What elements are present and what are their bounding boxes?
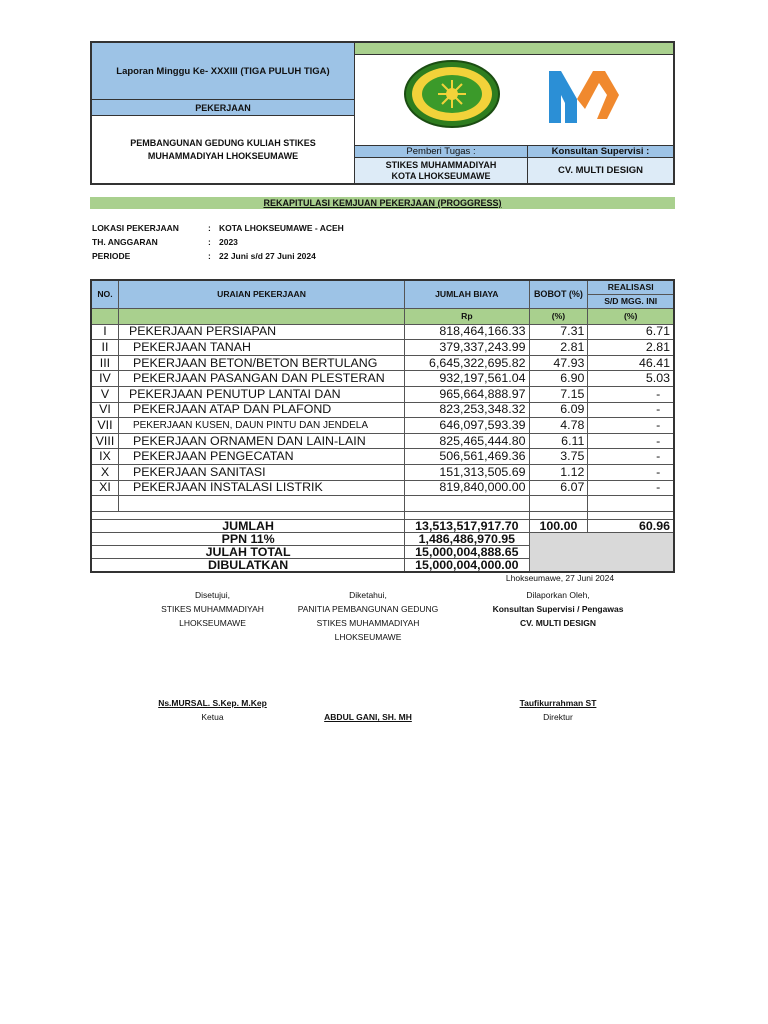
row-uraian: PEKERJAAN PASANGAN DAN PLESTERAN (118, 371, 404, 387)
table-row (91, 449, 674, 465)
row-realisasi: - (588, 386, 674, 402)
info-value: 22 Juni s/d 27 Juni 2024 (219, 251, 316, 261)
row-no: II (91, 340, 118, 356)
pemberi-line-1: STIKES MUHAMMADIYAH (385, 159, 497, 170)
table-row-empty (91, 496, 674, 512)
row-no: VII (91, 418, 118, 434)
row-no: IX (91, 449, 118, 465)
col-uraian: URAIAN PEKERJAAN (118, 280, 404, 309)
ppn-label: PPN 11% (91, 532, 405, 545)
pemberi-line-2: KOTA LHOKSEUMAWE (391, 170, 491, 181)
sig2-line3: STIKES MUHAMMADIYAH LHOKSEUMAWE (316, 618, 420, 642)
row-no: I (91, 324, 118, 340)
report-title: Laporan Minggu Ke- XXXIII (TIGA PULUH TIGA) (92, 43, 355, 100)
jumlah-realisasi: 60.96 (588, 519, 674, 532)
sig1-line2: STIKES MUHAMMADIYAH (161, 604, 264, 614)
row-uraian: PEKERJAAN BETON/BETON BERTULANG (118, 355, 404, 371)
info-row (92, 251, 492, 265)
signature-col-1 (130, 588, 295, 724)
info-sep: : (208, 251, 211, 261)
bulat-value: 15,000,004,000.00 (405, 558, 529, 572)
recap-title: REKAPITULASI KEMJUAN PEKERJAAN (PROGGRESS) (90, 197, 675, 209)
row-biaya: 932,197,561.04 (405, 371, 529, 387)
sig1-line1: Disetujui, (195, 590, 230, 600)
pekerjaan-label: PEKERJAAN (92, 100, 355, 116)
row-bobot: 6.09 (529, 402, 588, 418)
table-row (91, 340, 674, 356)
row-no: III (91, 355, 118, 371)
row-bobot: 4.78 (529, 418, 588, 434)
row-bobot: 7.31 (529, 324, 588, 340)
table-row (91, 355, 674, 371)
row-realisasi: - (588, 449, 674, 465)
table-row (91, 371, 674, 387)
row-uraian: PEKERJAAN TANAH (118, 340, 404, 356)
total-label: JULAH TOTAL (91, 545, 405, 558)
unit-realisasi: (%) (588, 309, 674, 325)
sig3-line2: Konsultan Supervisi / Pengawas (492, 604, 624, 614)
info-row (92, 237, 492, 251)
table-row (91, 464, 674, 480)
row-biaya: 646,097,593.39 (405, 418, 529, 434)
pemberi-tugas-label: Pemberi Tugas : (355, 145, 528, 158)
col-no: NO. (91, 280, 118, 309)
table-row (91, 324, 674, 340)
row-realisasi: - (588, 418, 674, 434)
place-date: Lhokseumawe, 27 Juni 2024 (505, 573, 615, 583)
sig3-line1: Dilaporkan Oleh, (526, 590, 590, 600)
total-row-jumlah (91, 519, 674, 532)
row-realisasi: 46.41 (588, 355, 674, 371)
info-value: KOTA LHOKSEUMAWE - ACEH (219, 223, 344, 233)
table-spacer-row (91, 511, 674, 519)
total-row-ppn (91, 532, 674, 545)
row-bobot: 2.81 (529, 340, 588, 356)
row-biaya: 965,664,888.97 (405, 386, 529, 402)
info-row (92, 223, 492, 237)
info-label: LOKASI PEKERJAAN (92, 223, 179, 233)
col-bobot: BOBOT (%) (529, 280, 588, 309)
col-realisasi: REALISASI (588, 280, 674, 295)
sig1-title: Ketua (201, 712, 224, 722)
project-name (92, 116, 355, 183)
row-no: IV (91, 371, 118, 387)
bulat-label: DIBULATKAN (91, 558, 405, 572)
row-biaya: 506,561,469.36 (405, 449, 529, 465)
signature-col-3 (473, 588, 643, 724)
row-realisasi: - (588, 464, 674, 480)
pemberi-tugas-name (355, 158, 528, 183)
row-realisasi: 5.03 (588, 371, 674, 387)
info-block (92, 223, 492, 265)
info-sep: : (208, 237, 211, 247)
table-row (91, 480, 674, 496)
row-uraian: PEKERJAAN SANITASI (118, 464, 404, 480)
info-value: 2023 (219, 237, 238, 247)
col-realisasi-sub: S/D MGG. INI (588, 295, 674, 309)
sig2-name: ABDUL GANI, SH. MH (324, 712, 412, 722)
sig3-name: Taufikurrahman ST (519, 698, 597, 708)
sig3-title: Direktur (543, 712, 573, 722)
row-biaya: 818,464,166.33 (405, 324, 529, 340)
signature-col-2 (283, 588, 453, 724)
row-bobot: 47.93 (529, 355, 588, 371)
jumlah-bobot: 100.00 (529, 519, 588, 532)
row-realisasi: - (588, 402, 674, 418)
sig2-line1: Diketahui, (349, 590, 387, 600)
unit-biaya: Rp (405, 309, 529, 325)
row-bobot: 7.15 (529, 386, 588, 402)
row-no: X (91, 464, 118, 480)
row-bobot: 3.75 (529, 449, 588, 465)
row-uraian: PEKERJAAN PENGECATAN (118, 449, 404, 465)
table-row (91, 386, 674, 402)
table-row (91, 433, 674, 449)
project-line-1: PEMBANGUNAN GEDUNG KULIAH STIKES (130, 137, 316, 148)
row-realisasi: - (588, 480, 674, 496)
unit-bobot: (%) (529, 309, 588, 325)
row-uraian: PEKERJAAN INSTALASI LISTRIK (118, 480, 404, 496)
konsultan-name: CV. MULTI DESIGN (528, 158, 673, 183)
row-biaya: 379,337,243.99 (405, 340, 529, 356)
row-biaya: 825,465,444.80 (405, 433, 529, 449)
row-realisasi: 2.81 (588, 340, 674, 356)
info-sep: : (208, 223, 211, 233)
info-label: TH. ANGGARAN (92, 237, 158, 247)
report-header (90, 41, 675, 185)
row-uraian: PEKERJAAN KUSEN, DAUN PINTU DAN JENDELA (118, 418, 404, 434)
table-header-row (91, 280, 674, 295)
sig1-name: Ns.MURSAL. S.Kep. M.Kep (158, 698, 267, 708)
totals-grey-cell (529, 532, 674, 572)
row-realisasi: 6.71 (588, 324, 674, 340)
jumlah-biaya: 13,513,517,917.70 (405, 519, 529, 532)
project-line-2: MUHAMMADIYAH LHOKSEUMAWE (147, 150, 299, 161)
multi-design-logo (547, 65, 622, 125)
progress-table (90, 279, 675, 573)
row-no: XI (91, 480, 118, 496)
row-uraian: PEKERJAAN ATAP DAN PLAFOND (118, 402, 404, 418)
row-biaya: 823,253,348.32 (405, 402, 529, 418)
sig3-line3: CV. MULTI DESIGN (519, 618, 597, 628)
row-bobot: 1.12 (529, 464, 588, 480)
jumlah-label: JUMLAH (91, 519, 405, 532)
info-label: PERIODE (92, 251, 131, 261)
row-no: VI (91, 402, 118, 418)
row-no: VIII (91, 433, 118, 449)
row-realisasi: - (588, 433, 674, 449)
sig2-line2: PANITIA PEMBANGUNAN GEDUNG (297, 604, 439, 614)
row-uraian: PEKERJAAN PERSIAPAN (118, 324, 404, 340)
header-green-strip (355, 43, 673, 55)
table-unit-row (91, 309, 674, 325)
row-uraian: PEKERJAAN ORNAMEN DAN LAIN-LAIN (118, 433, 404, 449)
row-bobot: 6.90 (529, 371, 588, 387)
row-biaya: 151,313,505.69 (405, 464, 529, 480)
row-bobot: 6.07 (529, 480, 588, 496)
ppn-value: 1,486,486,970.95 (405, 532, 529, 545)
total-value: 15,000,004,888.65 (405, 545, 529, 558)
row-no: V (91, 386, 118, 402)
row-biaya: 819,840,000.00 (405, 480, 529, 496)
stikes-logo (402, 58, 502, 130)
table-row (91, 418, 674, 434)
col-biaya: JUMLAH BIAYA (405, 280, 529, 309)
row-uraian: PEKERJAAN PENUTUP LANTAI DAN (118, 386, 404, 402)
table-row (91, 402, 674, 418)
row-biaya: 6,645,322,695.82 (405, 355, 529, 371)
sig1-line3: LHOKSEUMAWE (179, 618, 246, 628)
konsultan-label: Konsultan Supervisi : (528, 145, 673, 158)
row-bobot: 6.11 (529, 433, 588, 449)
